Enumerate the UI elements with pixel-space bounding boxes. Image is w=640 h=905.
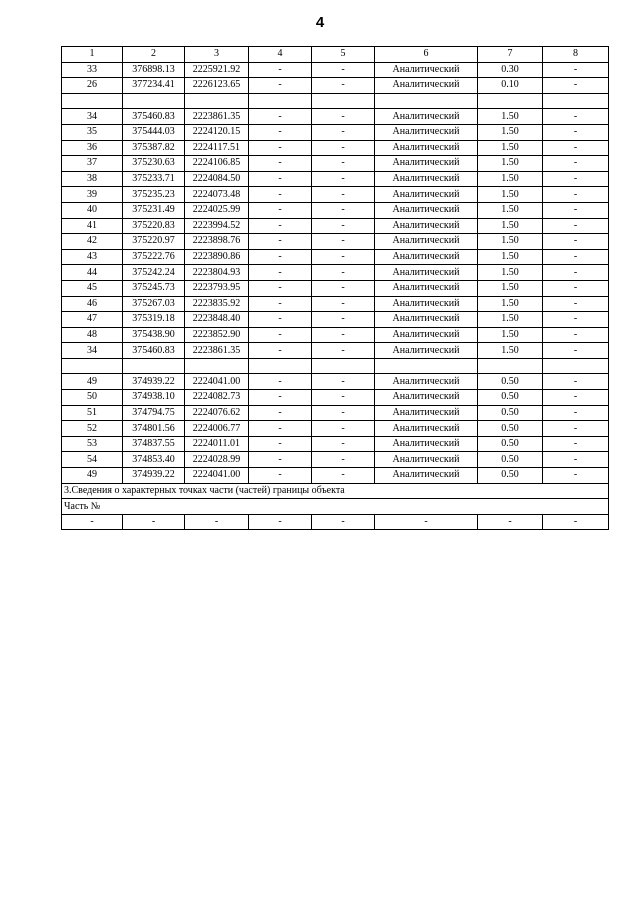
y-coordinate-cell: 2224084.50 — [185, 171, 249, 187]
col-4-cell: - — [249, 436, 312, 452]
table-row — [62, 124, 609, 140]
method-cell: Аналитический — [375, 296, 478, 312]
method-cell: Аналитический — [375, 78, 478, 94]
col-4-cell: - — [249, 171, 312, 187]
method-cell: Аналитический — [375, 452, 478, 468]
col-8-cell: - — [543, 468, 609, 484]
table-row — [62, 218, 609, 234]
col-8-cell: - — [543, 202, 609, 218]
separator-row — [62, 358, 609, 374]
col-8-cell: - — [543, 327, 609, 343]
table-row — [62, 234, 609, 250]
empty-cell — [375, 93, 478, 109]
col-5-cell: - — [312, 156, 375, 172]
point-number-cell: 34 — [62, 109, 123, 125]
col-4-cell: - — [249, 343, 312, 359]
x-coordinate-cell: 375231.49 — [123, 202, 185, 218]
point-number-cell: 34 — [62, 343, 123, 359]
x-coordinate-cell: 375233.71 — [123, 171, 185, 187]
x-coordinate-cell: 374938.10 — [123, 390, 185, 406]
x-coordinate-cell: 375319.18 — [123, 312, 185, 328]
accuracy-cell: 1.50 — [478, 343, 543, 359]
table-row — [62, 452, 609, 468]
col-4-cell: - — [249, 124, 312, 140]
x-coordinate-cell: 375460.83 — [123, 343, 185, 359]
method-cell: Аналитический — [375, 312, 478, 328]
method-cell: Аналитический — [375, 218, 478, 234]
x-coordinate-cell: 375220.83 — [123, 218, 185, 234]
method-cell: Аналитический — [375, 249, 478, 265]
table-row — [62, 421, 609, 437]
table-row — [62, 312, 609, 328]
table-row — [62, 327, 609, 343]
table-row — [62, 390, 609, 406]
col-8-cell: - — [543, 343, 609, 359]
col-5-cell: - — [312, 171, 375, 187]
col-5-cell: - — [312, 140, 375, 156]
table-row — [62, 140, 609, 156]
x-coordinate-cell: 375438.90 — [123, 327, 185, 343]
y-coordinate-cell: 2223898.76 — [185, 234, 249, 250]
y-coordinate-cell: 2224073.48 — [185, 187, 249, 203]
y-coordinate-cell: 2223848.40 — [185, 312, 249, 328]
method-cell: Аналитический — [375, 343, 478, 359]
method-cell: Аналитический — [375, 468, 478, 484]
table-row — [62, 374, 609, 390]
y-coordinate-cell: 2223804.93 — [185, 265, 249, 281]
x-coordinate-cell: 375267.03 — [123, 296, 185, 312]
accuracy-cell: 0.50 — [478, 436, 543, 452]
part-number-label: Часть № — [62, 499, 609, 515]
x-coordinate-cell: 374801.56 — [123, 421, 185, 437]
col-5-cell: - — [312, 218, 375, 234]
section-3-title: 3.Сведения о характерных точках части (частей) границы объекта — [62, 483, 609, 499]
col-8-cell: - — [543, 156, 609, 172]
col-5-cell: - — [312, 265, 375, 281]
col-8-cell: - — [543, 234, 609, 250]
method-cell: Аналитический — [375, 124, 478, 140]
part-cell-3: - — [185, 514, 249, 530]
col-4-cell: - — [249, 78, 312, 94]
method-cell: Аналитический — [375, 156, 478, 172]
table-row — [62, 109, 609, 125]
y-coordinate-cell: 2224106.85 — [185, 156, 249, 172]
accuracy-cell: 1.50 — [478, 249, 543, 265]
col-8-cell: - — [543, 280, 609, 296]
col-4-cell: - — [249, 421, 312, 437]
accuracy-cell: 1.50 — [478, 312, 543, 328]
x-coordinate-cell: 375222.76 — [123, 249, 185, 265]
col-4-cell: - — [249, 249, 312, 265]
header-cell-6: 6 — [375, 47, 478, 63]
empty-cell — [62, 93, 123, 109]
col-8-cell: - — [543, 374, 609, 390]
col-4-cell: - — [249, 452, 312, 468]
y-coordinate-cell: 2223994.52 — [185, 218, 249, 234]
empty-cell — [543, 358, 609, 374]
x-coordinate-cell: 375230.63 — [123, 156, 185, 172]
accuracy-cell: 1.50 — [478, 171, 543, 187]
point-number-cell: 49 — [62, 374, 123, 390]
col-8-cell: - — [543, 218, 609, 234]
page-number: 4 — [315, 14, 325, 31]
x-coordinate-cell: 375444.03 — [123, 124, 185, 140]
point-number-cell: 53 — [62, 436, 123, 452]
col-4-cell: - — [249, 312, 312, 328]
section-3-title-row — [62, 483, 609, 499]
col-8-cell: - — [543, 171, 609, 187]
accuracy-cell: 1.50 — [478, 280, 543, 296]
accuracy-cell: 0.30 — [478, 62, 543, 78]
col-4-cell: - — [249, 234, 312, 250]
col-4-cell: - — [249, 327, 312, 343]
col-8-cell: - — [543, 78, 609, 94]
col-4-cell: - — [249, 187, 312, 203]
accuracy-cell: 0.50 — [478, 390, 543, 406]
empty-cell — [185, 358, 249, 374]
accuracy-cell: 1.50 — [478, 140, 543, 156]
col-4-cell: - — [249, 374, 312, 390]
x-coordinate-cell: 375387.82 — [123, 140, 185, 156]
point-number-cell: 43 — [62, 249, 123, 265]
table-row — [62, 280, 609, 296]
empty-cell — [123, 93, 185, 109]
method-cell: Аналитический — [375, 202, 478, 218]
part-cell-5: - — [312, 514, 375, 530]
table-body — [62, 47, 609, 530]
point-number-cell: 52 — [62, 421, 123, 437]
accuracy-cell: 0.50 — [478, 452, 543, 468]
y-coordinate-cell: 2223835.92 — [185, 296, 249, 312]
table-row — [62, 468, 609, 484]
col-4-cell: - — [249, 280, 312, 296]
col-5-cell: - — [312, 436, 375, 452]
empty-cell — [249, 93, 312, 109]
col-4-cell: - — [249, 140, 312, 156]
y-coordinate-cell: 2225921.92 — [185, 62, 249, 78]
method-cell: Аналитический — [375, 390, 478, 406]
col-5-cell: - — [312, 62, 375, 78]
x-coordinate-cell: 375460.83 — [123, 109, 185, 125]
part-cell-7: - — [478, 514, 543, 530]
point-number-cell: 38 — [62, 171, 123, 187]
col-5-cell: - — [312, 390, 375, 406]
point-number-cell: 40 — [62, 202, 123, 218]
table-row — [62, 202, 609, 218]
table-row — [62, 62, 609, 78]
table-row — [62, 187, 609, 203]
col-8-cell: - — [543, 187, 609, 203]
col-8-cell: - — [543, 436, 609, 452]
col-8-cell: - — [543, 296, 609, 312]
col-8-cell: - — [543, 405, 609, 421]
col-8-cell: - — [543, 124, 609, 140]
part-cell-4: - — [249, 514, 312, 530]
table-row — [62, 405, 609, 421]
col-5-cell: - — [312, 249, 375, 265]
method-cell: Аналитический — [375, 280, 478, 296]
col-5-cell: - — [312, 296, 375, 312]
col-5-cell: - — [312, 124, 375, 140]
col-4-cell: - — [249, 296, 312, 312]
table-row — [62, 265, 609, 281]
table-row — [62, 156, 609, 172]
table-row — [62, 296, 609, 312]
table-row — [62, 343, 609, 359]
col-8-cell: - — [543, 109, 609, 125]
col-5-cell: - — [312, 234, 375, 250]
y-coordinate-cell: 2224041.00 — [185, 374, 249, 390]
header-cell-1: 1 — [62, 47, 123, 63]
y-coordinate-cell: 2223861.35 — [185, 109, 249, 125]
part-cell-6: - — [375, 514, 478, 530]
method-cell: Аналитический — [375, 374, 478, 390]
col-5-cell: - — [312, 78, 375, 94]
accuracy-cell: 1.50 — [478, 124, 543, 140]
method-cell: Аналитический — [375, 109, 478, 125]
accuracy-cell: 1.50 — [478, 156, 543, 172]
col-5-cell: - — [312, 202, 375, 218]
header-cell-4: 4 — [249, 47, 312, 63]
point-number-cell: 42 — [62, 234, 123, 250]
empty-cell — [478, 358, 543, 374]
method-cell: Аналитический — [375, 62, 478, 78]
col-8-cell: - — [543, 140, 609, 156]
col-5-cell: - — [312, 374, 375, 390]
accuracy-cell: 1.50 — [478, 202, 543, 218]
part-cell-1: - — [62, 514, 123, 530]
point-number-cell: 46 — [62, 296, 123, 312]
point-number-cell: 35 — [62, 124, 123, 140]
accuracy-cell: 1.50 — [478, 327, 543, 343]
col-4-cell: - — [249, 405, 312, 421]
y-coordinate-cell: 2224011.01 — [185, 436, 249, 452]
header-cell-3: 3 — [185, 47, 249, 63]
col-4-cell: - — [249, 390, 312, 406]
point-number-cell: 54 — [62, 452, 123, 468]
table-row — [62, 436, 609, 452]
col-5-cell: - — [312, 280, 375, 296]
col-8-cell: - — [543, 62, 609, 78]
method-cell: Аналитический — [375, 187, 478, 203]
point-number-cell: 26 — [62, 78, 123, 94]
empty-cell — [312, 93, 375, 109]
col-5-cell: - — [312, 187, 375, 203]
part-data-row — [62, 514, 609, 530]
accuracy-cell: 1.50 — [478, 187, 543, 203]
point-number-cell: 36 — [62, 140, 123, 156]
accuracy-cell: 1.50 — [478, 296, 543, 312]
x-coordinate-cell: 374837.55 — [123, 436, 185, 452]
col-4-cell: - — [249, 156, 312, 172]
y-coordinate-cell: 2224076.62 — [185, 405, 249, 421]
accuracy-cell: 0.50 — [478, 405, 543, 421]
accuracy-cell: 1.50 — [478, 109, 543, 125]
accuracy-cell: 1.50 — [478, 218, 543, 234]
method-cell: Аналитический — [375, 327, 478, 343]
y-coordinate-cell: 2224025.99 — [185, 202, 249, 218]
empty-cell — [123, 358, 185, 374]
y-coordinate-cell: 2223861.35 — [185, 343, 249, 359]
y-coordinate-cell: 2224082.73 — [185, 390, 249, 406]
point-number-cell: 37 — [62, 156, 123, 172]
accuracy-cell: 0.10 — [478, 78, 543, 94]
point-number-cell: 33 — [62, 62, 123, 78]
point-number-cell: 50 — [62, 390, 123, 406]
x-coordinate-cell: 375242.24 — [123, 265, 185, 281]
point-number-cell: 44 — [62, 265, 123, 281]
x-coordinate-cell: 375245.73 — [123, 280, 185, 296]
empty-cell — [312, 358, 375, 374]
x-coordinate-cell: 374853.40 — [123, 452, 185, 468]
x-coordinate-cell: 376898.13 — [123, 62, 185, 78]
part-number-row — [62, 499, 609, 515]
col-8-cell: - — [543, 421, 609, 437]
table-row — [62, 249, 609, 265]
col-5-cell: - — [312, 452, 375, 468]
point-number-cell: 41 — [62, 218, 123, 234]
header-cell-8: 8 — [543, 47, 609, 63]
col-8-cell: - — [543, 249, 609, 265]
boundary-points-table — [61, 46, 609, 530]
col-5-cell: - — [312, 343, 375, 359]
y-coordinate-cell: 2223852.90 — [185, 327, 249, 343]
col-8-cell: - — [543, 452, 609, 468]
col-5-cell: - — [312, 312, 375, 328]
method-cell: Аналитический — [375, 140, 478, 156]
col-5-cell: - — [312, 109, 375, 125]
table-row — [62, 171, 609, 187]
separator-row — [62, 93, 609, 109]
col-4-cell: - — [249, 109, 312, 125]
accuracy-cell: 0.50 — [478, 374, 543, 390]
x-coordinate-cell: 375220.97 — [123, 234, 185, 250]
col-4-cell: - — [249, 265, 312, 281]
x-coordinate-cell: 374794.75 — [123, 405, 185, 421]
point-number-cell: 49 — [62, 468, 123, 484]
col-8-cell: - — [543, 312, 609, 328]
y-coordinate-cell: 2223890.86 — [185, 249, 249, 265]
y-coordinate-cell: 2224117.51 — [185, 140, 249, 156]
method-cell: Аналитический — [375, 405, 478, 421]
col-5-cell: - — [312, 421, 375, 437]
method-cell: Аналитический — [375, 436, 478, 452]
method-cell: Аналитический — [375, 234, 478, 250]
part-cell-8: - — [543, 514, 609, 530]
header-cell-7: 7 — [478, 47, 543, 63]
empty-cell — [249, 358, 312, 374]
header-cell-2: 2 — [123, 47, 185, 63]
x-coordinate-cell: 377234.41 — [123, 78, 185, 94]
point-number-cell: 51 — [62, 405, 123, 421]
header-cell-5: 5 — [312, 47, 375, 63]
col-5-cell: - — [312, 468, 375, 484]
empty-cell — [185, 93, 249, 109]
empty-cell — [543, 93, 609, 109]
method-cell: Аналитический — [375, 265, 478, 281]
empty-cell — [375, 358, 478, 374]
accuracy-cell: 0.50 — [478, 421, 543, 437]
table-row — [62, 78, 609, 94]
y-coordinate-cell: 2224120.15 — [185, 124, 249, 140]
col-8-cell: - — [543, 265, 609, 281]
x-coordinate-cell: 375235.23 — [123, 187, 185, 203]
col-4-cell: - — [249, 218, 312, 234]
col-5-cell: - — [312, 405, 375, 421]
method-cell: Аналитический — [375, 171, 478, 187]
x-coordinate-cell: 374939.22 — [123, 468, 185, 484]
table-header-row — [62, 47, 609, 63]
col-5-cell: - — [312, 327, 375, 343]
col-4-cell: - — [249, 468, 312, 484]
y-coordinate-cell: 2224006.77 — [185, 421, 249, 437]
part-cell-2: - — [123, 514, 185, 530]
empty-cell — [62, 358, 123, 374]
y-coordinate-cell: 2226123.65 — [185, 78, 249, 94]
col-8-cell: - — [543, 390, 609, 406]
y-coordinate-cell: 2223793.95 — [185, 280, 249, 296]
accuracy-cell: 1.50 — [478, 234, 543, 250]
col-4-cell: - — [249, 202, 312, 218]
accuracy-cell: 1.50 — [478, 265, 543, 281]
accuracy-cell: 0.50 — [478, 468, 543, 484]
point-number-cell: 45 — [62, 280, 123, 296]
point-number-cell: 39 — [62, 187, 123, 203]
point-number-cell: 47 — [62, 312, 123, 328]
empty-cell — [478, 93, 543, 109]
y-coordinate-cell: 2224028.99 — [185, 452, 249, 468]
y-coordinate-cell: 2224041.00 — [185, 468, 249, 484]
method-cell: Аналитический — [375, 421, 478, 437]
point-number-cell: 48 — [62, 327, 123, 343]
col-4-cell: - — [249, 62, 312, 78]
x-coordinate-cell: 374939.22 — [123, 374, 185, 390]
